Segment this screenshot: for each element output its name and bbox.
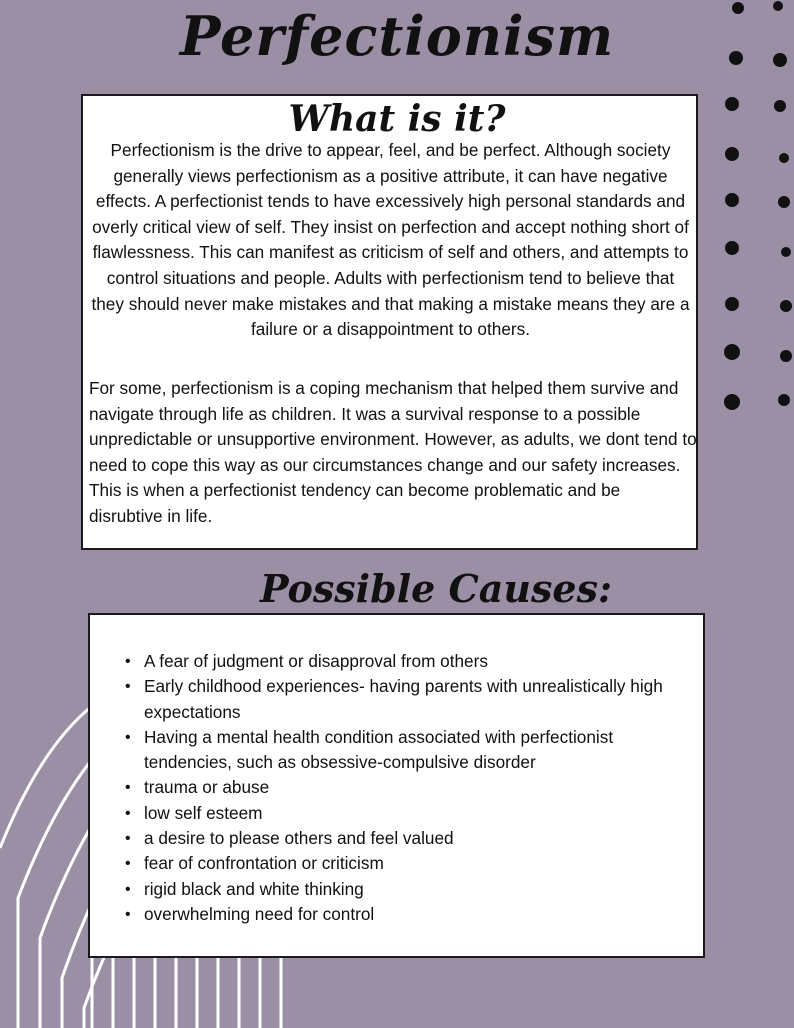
what-paragraph-1: Perfectionism is the drive to appear, feel, and be perfect. Although society generally views perfectionism as a positive attribute, it can have negative effects. A perfectionist tends to have excessively high personal standards and overly critical view of self. They insist on perfection and accept nothing short of flawlessness. This can manifest as criticism of self and others, and attempts to control situations and people. Adults with perfectionism tend to believe that they should never make mistakes and that making a mistake means they are a failure or a disappointment to others. [91, 140, 690, 340]
bullet-icon: • [125, 804, 131, 822]
causes-list [125, 649, 684, 927]
bullet-icon: • [125, 855, 131, 873]
list-item: • A fear of judgment or disapproval from others [144, 649, 684, 674]
list-item: • a desire to please others and feel valued [144, 826, 684, 851]
possible-causes-heading: Possible Causes: [260, 566, 613, 611]
bullet-icon: • [125, 905, 131, 923]
what-paragraph-2: For some, perfectionism is a coping mechanism that helped them survive and navigate through life as children. It was a survival response to a possible unpredictable or unsupportive environment. However, as adults, we dont tend to need to cope this way as our circumstances change and our safety increases. This is when a perfectionist tendency can become problematic and be disrubtive in life. [89, 378, 697, 526]
list-item: • overwhelming need for control [144, 902, 684, 927]
bullet-icon: • [125, 880, 131, 898]
bullet-icon: • [125, 653, 131, 670]
bullet-icon: • [125, 728, 131, 746]
list-item: • rigid black and white thinking [144, 877, 684, 902]
list-item: • Early childhood experiences- having parents with unrealistically high expectations [125, 676, 663, 722]
list-item: • Having a mental health condition associated with perfectionist tendencies, such as obsessive-compulsive disorder [125, 726, 614, 773]
what-is-it-heading: What is it? [288, 98, 506, 140]
what-is-it-panel [81, 94, 698, 550]
list-item: • fear of confrontation or criticism [144, 851, 684, 876]
list-item: • low self esteem [144, 801, 684, 826]
list-item: • trauma or abuse [144, 775, 684, 800]
bullet-icon: • [125, 830, 131, 848]
page-title: Perfectionism [179, 4, 615, 68]
bullet-icon: • [125, 678, 131, 696]
bullet-icon: • [125, 779, 131, 797]
possible-causes-panel [88, 613, 705, 958]
